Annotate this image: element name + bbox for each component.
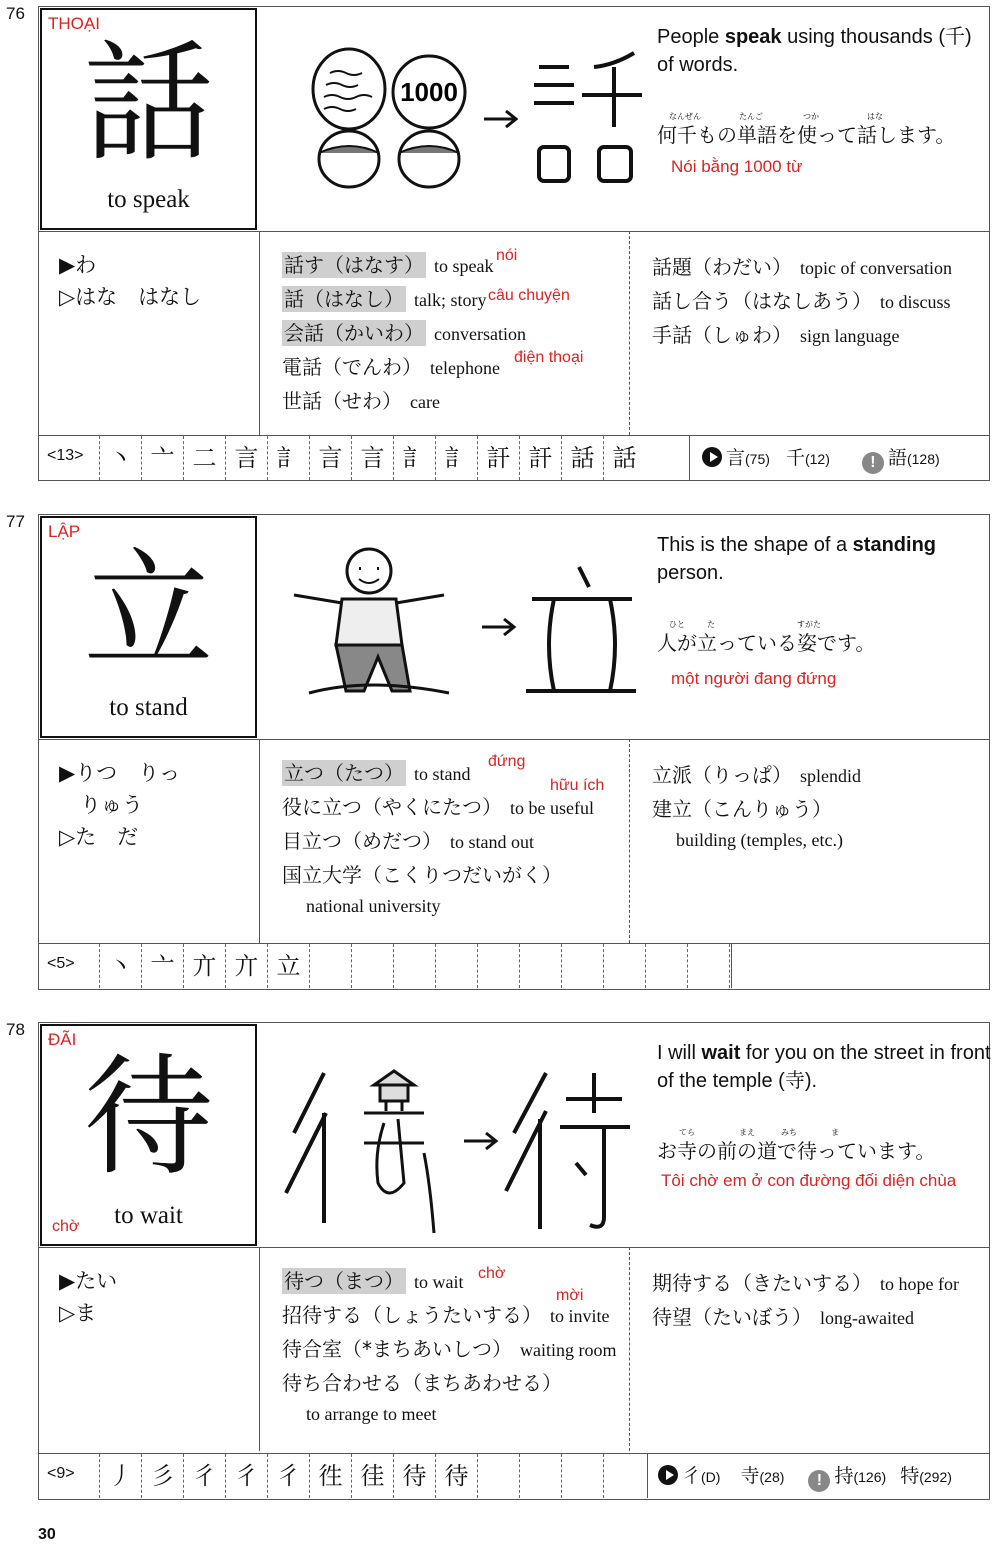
vocab-note: đứng bbox=[488, 753, 526, 770]
vocab-word: 建立（こんりゅう） bbox=[652, 797, 832, 821]
stroke-step: 亣 bbox=[225, 944, 267, 988]
see-also-icon bbox=[702, 447, 722, 467]
stroke-step: 彳 bbox=[183, 1454, 225, 1498]
kanji-box bbox=[40, 516, 257, 738]
stroke-step: 訐 bbox=[477, 436, 519, 480]
ref-kanji: 語 bbox=[887, 447, 907, 469]
stroke-step: 彳 bbox=[225, 1454, 267, 1498]
vocab-word: 話題（わだい） bbox=[652, 255, 792, 279]
furigana-3: みち bbox=[781, 1128, 797, 1137]
stroke-order-row bbox=[39, 1453, 989, 1498]
entry-frame bbox=[38, 514, 990, 990]
vocab-item bbox=[652, 793, 832, 822]
stroke-step: 亠 bbox=[141, 944, 183, 988]
kanji-meaning: to stand bbox=[109, 694, 188, 721]
vocab-note: chờ bbox=[478, 1265, 506, 1282]
stroke-step: 彳 bbox=[267, 1454, 309, 1498]
stroke-step: 彡 bbox=[141, 1454, 183, 1498]
ref-kanji: 千 bbox=[785, 447, 805, 469]
vocab-english: to stand bbox=[414, 764, 471, 784]
illustration bbox=[264, 7, 644, 227]
vocab-item bbox=[652, 285, 951, 314]
vocab-word: 話す（はなす） bbox=[284, 253, 424, 277]
standing-person-illustration bbox=[264, 515, 644, 735]
vocab-word: 話し合う（はなしあう） bbox=[652, 289, 872, 313]
reference-kanji bbox=[731, 944, 990, 988]
speech-illustration bbox=[264, 7, 644, 227]
ref-kanji: 寺 bbox=[740, 1465, 760, 1487]
vocab-note: hữu ích bbox=[550, 777, 605, 794]
furigana-1: ひと bbox=[669, 620, 685, 629]
stroke-count: <9> bbox=[47, 1465, 75, 1482]
kanji-meaning: to wait bbox=[114, 1202, 183, 1229]
stroke-empty-cell bbox=[519, 1454, 561, 1498]
stroke-step: 丶 bbox=[99, 436, 141, 480]
stroke-step: 訐 bbox=[519, 436, 561, 480]
mnemonic-description bbox=[657, 531, 992, 587]
viet-title: THOẠI bbox=[48, 14, 100, 33]
vocab-word: 待つ（まつ） bbox=[284, 1269, 404, 1293]
stroke-step: 待 bbox=[435, 1454, 477, 1498]
stroke-step: 亣 bbox=[183, 944, 225, 988]
vocab-english: telephone bbox=[430, 358, 500, 378]
vocab-english: building (temples, etc.) bbox=[676, 830, 843, 850]
entry-number: 78 bbox=[6, 1020, 25, 1039]
stroke-empty-cell bbox=[687, 944, 729, 988]
stroke-empty-cell bbox=[603, 1454, 645, 1498]
illustration bbox=[264, 515, 644, 735]
big-kanji: 話 bbox=[83, 27, 214, 179]
viet-sentence: một người đang đứng bbox=[671, 669, 837, 688]
vocab-item bbox=[282, 351, 500, 380]
top-section bbox=[39, 7, 989, 232]
entry-76 bbox=[0, 0, 1000, 500]
stroke-step: 徃 bbox=[309, 1454, 351, 1498]
stroke-step: 亠 bbox=[141, 436, 183, 480]
ref-number: (D) bbox=[701, 1469, 721, 1485]
furigana-2: まえ bbox=[739, 1128, 755, 1137]
ref-number: (292) bbox=[919, 1469, 952, 1485]
stroke-empty-cell bbox=[351, 944, 393, 988]
furigana-4: ま bbox=[831, 1128, 839, 1137]
kanji-meaning: to speak bbox=[107, 186, 190, 213]
vocab-item bbox=[676, 827, 843, 851]
viet-sentence: Nói bằng 1000 từ bbox=[671, 157, 803, 176]
mid-section bbox=[39, 1247, 989, 1451]
vocab-item bbox=[652, 1267, 959, 1296]
vocab-english: to wait bbox=[414, 1272, 464, 1292]
top-section bbox=[39, 515, 989, 740]
top-section bbox=[39, 1023, 989, 1248]
stroke-order-row bbox=[39, 435, 989, 480]
readings bbox=[59, 249, 201, 313]
reading-kun: ▷はな はなし bbox=[59, 285, 202, 309]
vocab-item bbox=[282, 1367, 562, 1396]
jp-sentence: お寺の前の道で待っています。 bbox=[657, 1139, 936, 1163]
reading-on: ▶りつ りっ bbox=[59, 761, 181, 785]
vocab-word: 待望（たいぼう） bbox=[652, 1305, 812, 1329]
page-number: 30 bbox=[38, 1526, 56, 1543]
temple-road-illustration bbox=[264, 1023, 644, 1243]
stroke-empty-cell bbox=[477, 944, 519, 988]
stroke-step: 言 bbox=[309, 436, 351, 480]
mid-section bbox=[39, 739, 989, 943]
furigana-2: た bbox=[707, 620, 715, 629]
vocab-english: to hope for bbox=[880, 1274, 959, 1294]
vocab-word: 期待する（きたいする） bbox=[652, 1271, 872, 1295]
vocab-word: 目立つ（めだつ） bbox=[282, 829, 442, 853]
furigana-3: すがた bbox=[797, 620, 821, 629]
entry-frame bbox=[38, 6, 990, 481]
mnemonic-description bbox=[657, 23, 992, 79]
vocab-english: to speak bbox=[434, 256, 494, 276]
vocab-word: 招待する（しょうたいする） bbox=[282, 1303, 542, 1327]
stroke-step: 訁 bbox=[393, 436, 435, 480]
stroke-empty-cell bbox=[603, 944, 645, 988]
vocab-word: 国立大学（こくりつだいがく） bbox=[282, 863, 562, 887]
stroke-empty-cell bbox=[519, 944, 561, 988]
stroke-step: 訁 bbox=[267, 436, 309, 480]
reading-on: ▶わ bbox=[59, 253, 97, 277]
viet-title: ĐÃI bbox=[48, 1030, 77, 1049]
entry-77 bbox=[0, 508, 1000, 1008]
mid-section bbox=[39, 231, 989, 435]
stroke-empty-cell bbox=[435, 944, 477, 988]
kanji-box bbox=[40, 1024, 257, 1246]
vocab-note: câu chuyện bbox=[488, 287, 570, 304]
vocab-word: 立派（りっぱ） bbox=[652, 763, 792, 787]
viet-title: LẬP bbox=[48, 522, 81, 541]
stroke-step: 徍 bbox=[351, 1454, 393, 1498]
vocab-english: splendid bbox=[800, 766, 861, 786]
mnemonic-description bbox=[657, 1039, 992, 1095]
furigana-3: つか bbox=[803, 112, 819, 121]
stroke-order-row bbox=[39, 943, 989, 988]
vocab-word: 待合室（*まちあいしつ） bbox=[282, 1337, 512, 1361]
vocab-word: 待ち合わせる（まちあわせる） bbox=[282, 1371, 562, 1395]
vocab-word: 電話（でんわ） bbox=[282, 355, 422, 379]
vocab-note: nói bbox=[496, 247, 518, 264]
vocab-item bbox=[282, 1299, 610, 1328]
vocab-english: to be useful bbox=[510, 798, 594, 818]
ref-kanji: 彳 bbox=[682, 1465, 702, 1487]
stroke-step: 訁 bbox=[435, 436, 477, 480]
vocab-item bbox=[282, 317, 526, 346]
furigana-2: たんご bbox=[739, 112, 763, 121]
stroke-step: 待 bbox=[393, 1454, 435, 1498]
ref-kanji: 言 bbox=[726, 447, 746, 469]
big-kanji: 立 bbox=[83, 535, 214, 687]
vocab-advanced bbox=[629, 739, 990, 943]
vocab-english: long-awaited bbox=[820, 1308, 914, 1328]
stroke-count: <5> bbox=[47, 955, 75, 972]
description-text: This is the shape of a standing person. bbox=[657, 534, 937, 584]
ref-number: (75) bbox=[745, 451, 770, 467]
vocab-english: waiting room bbox=[520, 1340, 617, 1360]
vocab-item bbox=[306, 1401, 436, 1425]
furigana-1: なんぜん bbox=[669, 112, 701, 121]
entry-number: 77 bbox=[6, 512, 25, 531]
reference-kanji bbox=[647, 1454, 1000, 1498]
confuse-icon: ! bbox=[862, 452, 884, 474]
entry-frame bbox=[38, 1022, 990, 1500]
stroke-empty-cell bbox=[393, 944, 435, 988]
vocab-item bbox=[282, 757, 471, 786]
vocab-advanced bbox=[629, 1247, 990, 1451]
vocab-item bbox=[652, 251, 952, 280]
vocab-english: conversation bbox=[434, 324, 526, 344]
vocab-english: care bbox=[410, 392, 440, 412]
vocab-common bbox=[259, 739, 630, 943]
vocab-advanced bbox=[629, 231, 990, 435]
furigana-4: はな bbox=[867, 112, 883, 121]
reading-on-2: りゅう bbox=[59, 793, 143, 817]
viet-sentence: Tôi chờ em ở con đường đối diện chùa bbox=[661, 1171, 957, 1190]
jp-sentence: 人が立っている姿です。 bbox=[657, 631, 876, 655]
stroke-step: 立 bbox=[267, 944, 309, 988]
vocab-item bbox=[282, 791, 594, 820]
stroke-empty-cell bbox=[645, 944, 687, 988]
vocab-item bbox=[306, 893, 440, 917]
stroke-step: ⾔ bbox=[225, 436, 267, 480]
vocab-item bbox=[652, 319, 899, 348]
vocab-english: to invite bbox=[550, 1306, 610, 1326]
illustration-number: 1000 bbox=[400, 77, 458, 107]
vocab-item bbox=[282, 825, 534, 854]
vocab-common bbox=[259, 1247, 630, 1451]
vocab-english: to discuss bbox=[880, 292, 951, 312]
vocab-word: 役に立つ（やくにたつ） bbox=[282, 795, 502, 819]
stroke-step: 言 bbox=[351, 436, 393, 480]
see-also-icon bbox=[658, 1465, 678, 1485]
ref-number: (126) bbox=[853, 1469, 887, 1485]
stroke-count: <13> bbox=[47, 447, 84, 464]
stroke-step: 話 bbox=[603, 436, 645, 480]
ref-number: (128) bbox=[906, 451, 940, 467]
reading-on: ▶たい bbox=[59, 1269, 118, 1293]
stroke-empty-cell bbox=[477, 1454, 519, 1498]
reference-kanji bbox=[689, 436, 1000, 480]
readings bbox=[59, 757, 180, 853]
vocab-item bbox=[652, 1301, 914, 1330]
vocab-item bbox=[282, 1265, 464, 1294]
vocab-note: mời bbox=[556, 1287, 584, 1304]
vocab-common bbox=[259, 231, 630, 435]
reading-kun: ▷ま bbox=[59, 1301, 97, 1325]
big-kanji: 待 bbox=[83, 1041, 214, 1193]
vocab-item bbox=[282, 385, 440, 414]
vocab-word: 手話（しゅわ） bbox=[652, 323, 792, 347]
ref-kanji: 特 bbox=[900, 1465, 920, 1487]
stroke-empty-cell bbox=[561, 944, 603, 988]
confuse-icon: ! bbox=[808, 1470, 830, 1492]
vocab-word: 話（はなし） bbox=[284, 287, 404, 311]
kanji-box bbox=[40, 8, 257, 230]
meaning-note: chờ bbox=[52, 1218, 80, 1235]
stroke-step: 話 bbox=[561, 436, 603, 480]
ref-kanji: 持 bbox=[834, 1465, 854, 1487]
ref-number: (28) bbox=[759, 1469, 785, 1485]
stroke-step: 丿 bbox=[99, 1454, 141, 1498]
stroke-empty-cell bbox=[561, 1454, 603, 1498]
ref-number: (12) bbox=[804, 451, 830, 467]
vocab-item bbox=[282, 249, 493, 278]
vocab-note: điện thoại bbox=[514, 349, 584, 366]
entry-number: 76 bbox=[6, 4, 25, 23]
vocab-english: sign language bbox=[800, 326, 900, 346]
description-text: I will wait for you on the street in front of the temple (寺). bbox=[657, 1042, 991, 1092]
entry-78 bbox=[0, 1016, 1000, 1516]
vocab-word: 世話（せわ） bbox=[282, 389, 402, 413]
vocab-english: topic of conversation bbox=[800, 258, 952, 278]
stroke-step: ⼆ bbox=[183, 436, 225, 480]
vocab-item bbox=[652, 759, 861, 788]
vocab-word: 立つ（たつ） bbox=[284, 761, 404, 785]
vocab-item bbox=[282, 1333, 617, 1362]
reading-kun: ▷た だ bbox=[59, 825, 139, 849]
stroke-empty-cell bbox=[309, 944, 351, 988]
vocab-word: 会話（かいわ） bbox=[284, 321, 424, 345]
vocab-english: to arrange to meet bbox=[306, 1404, 437, 1424]
description-text: People speak using thousands (千) of words. bbox=[657, 26, 972, 76]
stroke-step: 丶 bbox=[99, 944, 141, 988]
furigana-1: てら bbox=[679, 1128, 695, 1137]
vocab-item bbox=[282, 859, 562, 888]
vocab-item bbox=[282, 283, 487, 312]
vocab-english: to stand out bbox=[450, 832, 534, 852]
illustration bbox=[264, 1023, 644, 1243]
jp-sentence: 何千もの単語を使って話します。 bbox=[657, 123, 956, 147]
vocab-english: talk; story bbox=[414, 290, 487, 310]
readings bbox=[59, 1265, 117, 1329]
vocab-english: national university bbox=[306, 896, 441, 916]
